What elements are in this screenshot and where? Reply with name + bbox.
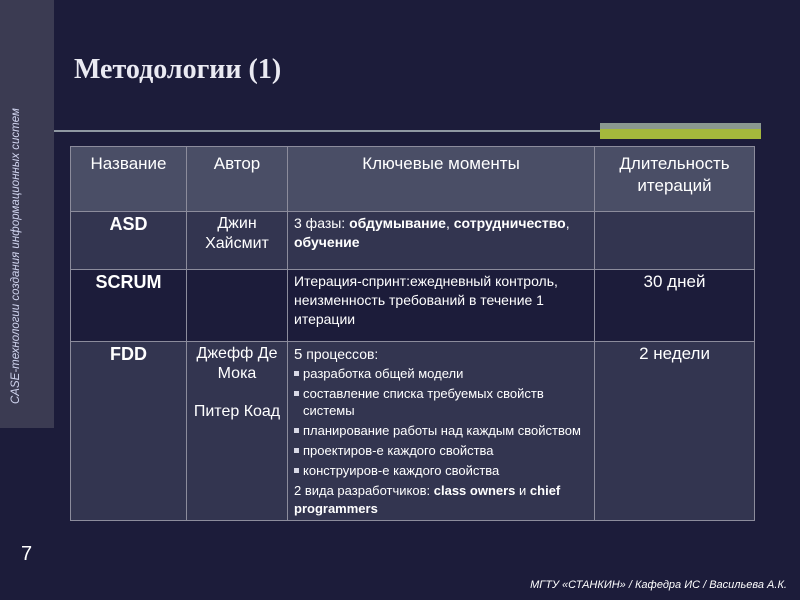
methodology-name: FDD	[71, 342, 187, 521]
process-item-text: конструиров-е каждого свойства	[303, 463, 500, 478]
slide-title: Методологии (1)	[74, 54, 282, 85]
list-item	[294, 462, 588, 479]
square-bullet-icon	[294, 448, 299, 453]
slide-number: 7	[21, 543, 33, 565]
methodology-name: ASD	[71, 212, 187, 270]
author-1: Джефф Де Мока	[196, 345, 278, 382]
square-bullet-icon	[294, 428, 299, 433]
header-cell-key-points: Ключевые моменты	[288, 147, 595, 212]
table-row-asd	[71, 212, 755, 270]
divider-accent-bottom	[600, 129, 761, 139]
developer-types-and: и	[515, 483, 530, 498]
list-item	[294, 442, 588, 459]
list-item	[294, 422, 588, 439]
list-item	[294, 365, 588, 382]
developer-types	[294, 482, 588, 518]
process-item-text: планирование работы над каждым свойством	[303, 423, 581, 438]
sidebar-caption: CASE-технологии создания информационных систем	[10, 108, 22, 404]
header-cell-author: Автор	[187, 147, 288, 212]
methodology-key-points	[288, 212, 595, 270]
methodologies-table	[70, 146, 755, 521]
sidebar-bar	[0, 0, 54, 428]
process-item-text: разработка общей модели	[303, 366, 464, 381]
process-list	[294, 365, 588, 479]
square-bullet-icon	[294, 371, 299, 376]
key-separator: ,	[565, 215, 570, 231]
role-chief-programmers: chief programmers	[294, 483, 561, 516]
key-phase-2: сотрудничество	[453, 215, 566, 231]
role-class-owners: class owners	[433, 483, 516, 498]
process-heading	[294, 344, 588, 365]
methodology-author	[187, 342, 288, 521]
list-item	[294, 385, 588, 419]
author-2: Питер Коад	[193, 403, 281, 420]
methodology-name: SCRUM	[71, 270, 187, 342]
table-row-fdd	[71, 342, 755, 521]
table-header-row	[71, 147, 755, 212]
process-item-text: проектиров-е каждого свойства	[303, 443, 494, 458]
footer-text: МГТУ «СТАНКИН» / Кафедра ИС / Васильева А.К.	[530, 579, 787, 591]
developer-types-prefix: 2 вида разработчиков:	[294, 483, 434, 498]
key-text: 3 фазы:	[294, 215, 350, 231]
table-row-scrum	[71, 270, 755, 342]
methodology-duration: 2 недели	[595, 342, 755, 521]
header-cell-name: Название	[71, 147, 187, 212]
methodology-author	[187, 270, 288, 342]
key-phase-3: обучение	[294, 234, 360, 250]
process-item-text: составление списка требуемых свойств системы	[303, 386, 544, 418]
title-divider	[54, 130, 600, 132]
square-bullet-icon	[294, 468, 299, 473]
methodology-duration: 30 дней	[595, 270, 755, 342]
square-bullet-icon	[294, 391, 299, 396]
key-phase-1: обдумывание	[349, 215, 446, 231]
key-separator: ,	[445, 215, 454, 231]
header-cell-duration: Длительность итераций	[595, 147, 755, 212]
methodology-author: Джин Хайсмит	[187, 212, 288, 270]
methodology-key-points: Итерация-спринт:ежедневный контроль, неизменность требований в течение 1 итерации	[288, 270, 595, 342]
process-heading-text: процессов:	[302, 346, 379, 362]
process-count: 5	[294, 346, 303, 363]
author-spacer	[193, 384, 281, 402]
methodology-duration	[595, 212, 755, 270]
methodology-key-points	[288, 342, 595, 521]
